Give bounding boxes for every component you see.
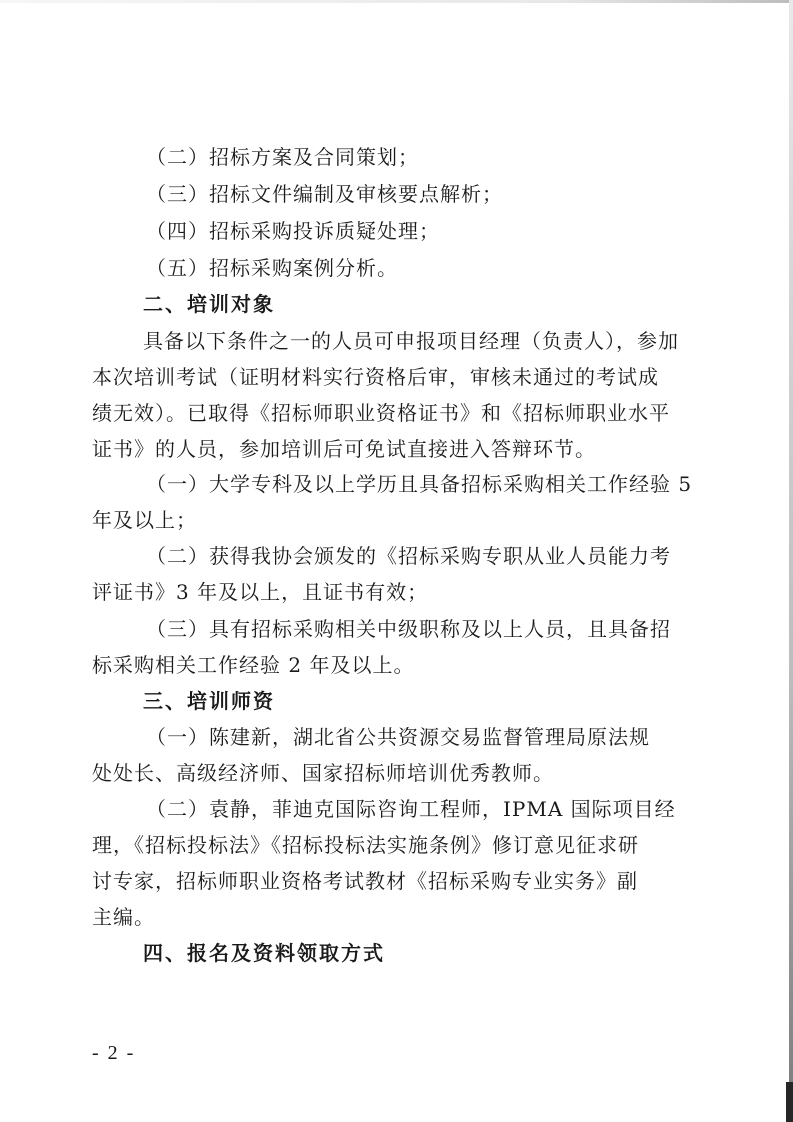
condition-line: （一）大学专科及以上学历且具备招标采购相关工作经验 5 [146, 472, 693, 496]
condition-line: 评证书》3 年及以上，且证书有效； [92, 580, 429, 604]
teacher-line: 主编。 [92, 905, 155, 929]
list-item-complaints: （四）招标采购投诉质疑处理； [146, 219, 440, 243]
teacher-line: （一）陈建新，湖北省公共资源交易监督管理局原法规 [146, 725, 650, 749]
section-heading-targets: 二、培训对象 [143, 292, 275, 316]
section-heading-teachers: 三、培训师资 [143, 689, 275, 713]
condition-line: （三）具有招标采购相关中级职称及以上人员，且具备招 [146, 617, 671, 641]
condition-line: 年及以上； [92, 508, 197, 532]
condition-line: 标采购相关工作经验 2 年及以上。 [92, 653, 415, 677]
paragraph-line: 绩无效）。已取得《招标师职业资格证书》和《招标师职业水平 [92, 401, 670, 425]
teacher-line: 讨专家，招标师职业资格考试教材《招标采购专业实务》副 [92, 869, 638, 893]
teacher-line: 处处长、高级经济师、国家招标师培训优秀教师。 [92, 761, 554, 785]
paragraph-line: 本次培训考试（证明材料实行资格后审，审核未通过的考试成 [92, 365, 659, 389]
list-item-cases: （五）招标采购案例分析。 [146, 256, 398, 280]
teacher-line: （二）袁静，菲迪克国际咨询工程师，IPMA 国际项目经 [146, 797, 676, 821]
scan-edge-mark [786, 1082, 793, 1122]
section-heading-registration: 四、报名及资料领取方式 [143, 941, 385, 965]
page-number: - 2 - [92, 1042, 136, 1064]
list-item-docs: （三）招标文件编制及审核要点解析； [146, 182, 503, 206]
teacher-line: 理，《招标投标法》《招标投标法实施条例》修订意见征求研 [92, 833, 639, 857]
list-item-plan: （二）招标方案及合同策划； [146, 145, 419, 169]
scan-edge-right [789, 0, 793, 1122]
scan-edge-top [0, 0, 793, 3]
paragraph-line: 证书》的人员，参加培训后可免试直接进入答辩环节。 [92, 437, 596, 461]
paragraph-line: 具备以下条件之一的人员可申报项目经理（负责人），参加 [143, 329, 679, 353]
condition-line: （二）获得我协会颁发的《招标采购专职从业人员能力考 [146, 544, 671, 568]
